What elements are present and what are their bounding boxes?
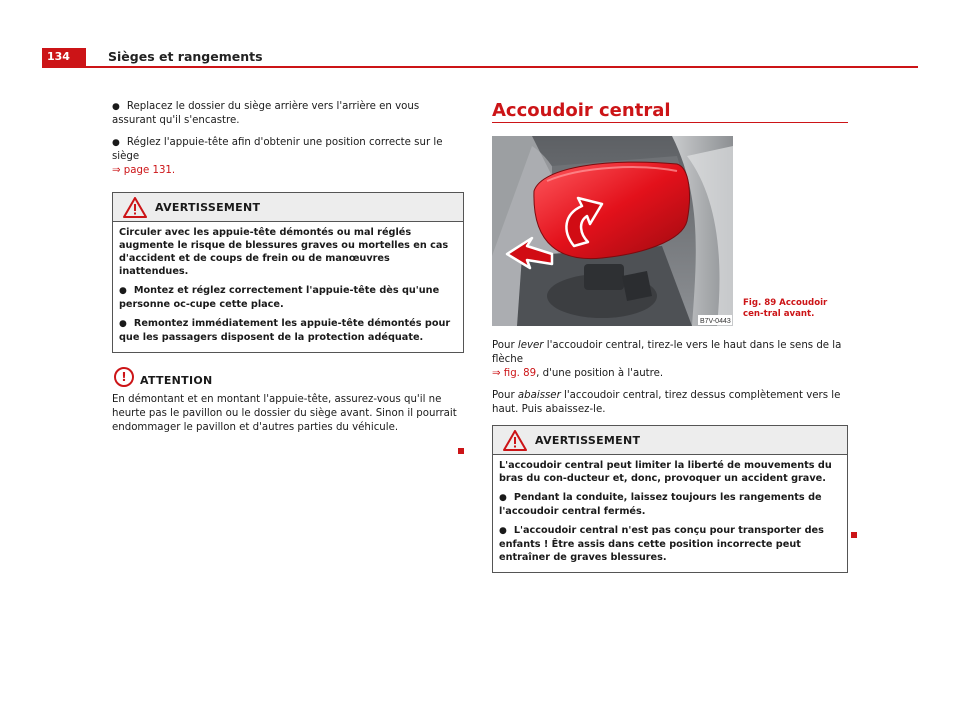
warning-title: AVERTISSEMENT [155,201,261,214]
paragraph-raise: Pour lever l'accoudoir central, tirez-le vers le haut dans le sens de la flèche ⇒ fig. 89, d'une position à l'autre. [492,340,842,379]
page-reference-link[interactable]: ⇒ page 131. [112,165,176,176]
warning-body [113,222,463,352]
figure-caption: Fig. 89 Accoudoir cen-tral avant. [743,298,828,319]
attention-header [112,367,464,391]
header-rule [42,66,918,68]
warning-item: ● Pendant la conduite, laissez toujours les rangements de l'accoudoir central fermés. [499,492,822,517]
end-of-section-mark [851,532,857,538]
paragraph-lower: Pour abaisser l'accoudoir central, tirez dessus complètement vers le haut. Puis abaissez-le. [492,390,841,415]
end-mark-wrap [112,439,464,458]
bullet-icon: ● [119,286,127,296]
warning-intro: Circuler avec les appuie-tête démontés ou mal réglés augmente le risque de blessures graves ou mortelles en cas d'accident et de coups de frein ou de manœuvres inattendues. [119,227,449,277]
warning-triangle-icon [503,430,527,451]
warning-item: ● Montez et réglez correctement l'appuie-tête dès qu'une personne oc-cupe cette place. [119,285,440,310]
bullet-icon: ● [119,319,127,329]
bullet-item: ● Replacez le dossier du siège arrière vers l'arrière en vous assurant qu'il s'encastre. [112,101,420,126]
page-number: 134 [42,48,86,66]
end-mark-wrap [851,523,857,542]
figure-reference-link[interactable]: ⇒ fig. 89 [492,368,537,379]
section-title: Accoudoir central [492,100,671,121]
bullet-icon: ● [499,493,507,503]
armrest-photo [492,136,733,326]
bullet-icon: ● [499,526,507,536]
warning-header [493,426,847,455]
warning-item: ● Remontez immédiatement les appuie-tête démontés pour que les passagers disposent de la protection adéquate. [119,318,451,343]
warning-box [492,425,848,573]
warning-body [493,455,847,572]
exclamation-circle-icon: ! [114,367,134,387]
section-rule [492,122,848,123]
bullet-item: ● Réglez l'appuie-tête afin d'obtenir une position correcte sur le siège ⇒ page 131. [112,137,443,176]
warning-item: ● L'accoudoir central n'est pas conçu pour transporter des enfants ! Être assis dans cette position incorrecte peut entraîner de graves blessures. [499,525,824,563]
armrest-illustration [492,136,733,326]
warning-header [113,193,463,222]
page-header [42,48,918,68]
warning-title: AVERTISSEMENT [535,434,641,447]
warning-box [112,192,464,353]
attention-title: ATTENTION [140,374,213,387]
chapter-title: Sièges et rangements [108,49,263,64]
figure-code: B7V-0443 [700,318,731,325]
end-of-section-mark [458,448,464,454]
left-column [112,100,464,458]
bullet-icon: ● [112,138,120,148]
figure [492,136,848,326]
warning-intro: L'accoudoir central peut limiter la liberté de mouvements du bras du con-ducteur et, donc, provoquer un accident grave. [499,460,832,484]
warning-triangle-icon [123,197,147,218]
bullet-icon: ● [112,102,120,112]
attention-text: En démontant et en montant l'appuie-tête, assurez-vous qu'il ne heurte pas le pavillon ou le dossier du siège avant. Sinon il pourrait endommager le pavillon et d'autres parties du véhicule. [112,394,457,433]
right-column [492,100,848,573]
